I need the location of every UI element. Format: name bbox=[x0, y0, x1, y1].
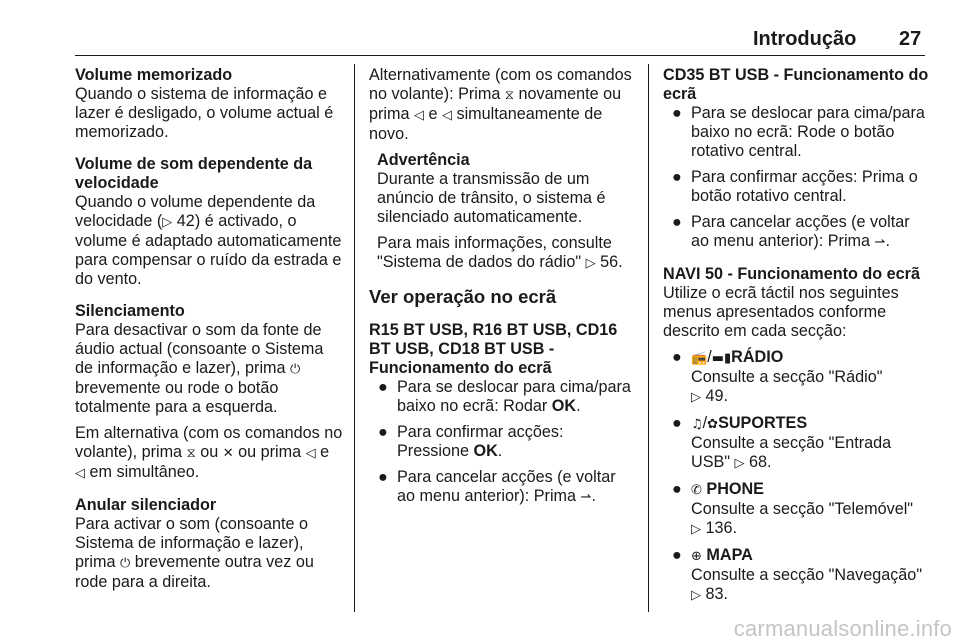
volume-up-icon: ◁ bbox=[413, 108, 424, 123]
section-heading: Volume de som dependente da velocidade bbox=[75, 155, 313, 192]
page-ref-icon: ▷ bbox=[691, 588, 701, 603]
volume-up-icon: ◁ bbox=[305, 446, 316, 461]
paragraph: Quando o sistema de informação e lazer é desligado, o volume actual é memorizado. bbox=[75, 85, 334, 141]
note-text: Durante a transmissão de um anúncio de trânsito, o sistema é silenciado automaticamente. bbox=[377, 170, 606, 226]
list-item: ● Para cancelar acções (e voltar ao menu anterior): Prima ⇀. bbox=[672, 213, 910, 250]
column-divider bbox=[648, 64, 649, 612]
list-item: ● Para se deslocar para cima/para baixo no ecrã: Rodar OK. bbox=[378, 378, 631, 415]
list-item-ref bbox=[663, 585, 931, 605]
list-item-desc: Consulte a secção "Entrada USB" ▷ 68. bbox=[691, 434, 892, 471]
section-heading: Volume memorizado bbox=[75, 66, 233, 84]
list-item: ● ✆ PHONE bbox=[672, 480, 764, 498]
page-ref[interactable]: 68. bbox=[749, 453, 772, 471]
page-ref-icon: ▷ bbox=[691, 390, 701, 405]
page-ref[interactable]: 83. bbox=[705, 585, 729, 603]
sub-heading: CD35 BT USB - Funcionamento do ecrã bbox=[663, 66, 929, 103]
list-item-desc: Consulte a secção "Navegação" bbox=[691, 566, 923, 584]
page-ref-icon: ▷ bbox=[734, 456, 745, 471]
column-divider bbox=[354, 64, 355, 612]
list-item: ● Para se deslocar para cima/para baixo no ecrã: Rode o botão rotativo central. bbox=[672, 104, 925, 160]
list-item-desc: Consulte a secção "Rádio" bbox=[691, 368, 883, 386]
column-1 bbox=[75, 66, 343, 592]
list-item: ● ⊕ MAPA bbox=[672, 546, 753, 564]
paragraph: Para desactivar o som da fonte de áudio actual (consoante o Sistema de informação e lazer), prima ⏻ brevemente ou rode o botão totalmente para a esquerda. bbox=[75, 321, 324, 416]
paragraph: Em alternativa (com os comandos no volante), prima ⧖ ou ✕ ou prima ◁ e ◁ em simultâneo. bbox=[75, 424, 343, 481]
page-header bbox=[0, 28, 960, 58]
mute-icon: ⧖ bbox=[186, 446, 196, 461]
page-ref-icon: ▷ bbox=[691, 522, 701, 537]
note-box bbox=[369, 151, 637, 273]
globe-icon: ⊕ bbox=[691, 549, 702, 564]
note-title: Advertência bbox=[377, 151, 470, 169]
list-item-ref bbox=[663, 387, 931, 407]
mute-icon: ⧖ bbox=[504, 88, 514, 103]
paragraph: Para activar o som (consoante o Sistema de informação e lazer), prima ⏻ brevemente outra vez ou rode para a direita. bbox=[75, 515, 314, 591]
volume-down-icon: ◁ bbox=[441, 108, 452, 123]
page-ref[interactable]: 56. bbox=[600, 253, 623, 271]
power-icon: ⏻ bbox=[290, 362, 301, 377]
list-item: ● Para cancelar acções (e voltar ao menu anterior): Prima ⇀. bbox=[378, 468, 616, 505]
volume-down-icon: ◁ bbox=[75, 466, 85, 481]
radio-icon: 📻 bbox=[691, 351, 708, 366]
watermark-text: carmanualsonline.info bbox=[733, 616, 952, 641]
page-ref[interactable]: 136. bbox=[705, 519, 738, 537]
page-number: 27 bbox=[899, 28, 922, 50]
power-icon: ⏻ bbox=[119, 556, 131, 571]
list-item-desc: Consulte a secção "Telemóvel" bbox=[691, 500, 914, 518]
phone-icon: ✆ bbox=[691, 483, 702, 498]
page-ref[interactable]: 49. bbox=[705, 387, 729, 405]
list-item: ● Para confirmar acções: Pressione OK. bbox=[378, 423, 564, 460]
music-note-icon: ♫ bbox=[691, 417, 703, 432]
list-item: ● Para confirmar acções: Prima o botão rotativo central. bbox=[672, 168, 918, 205]
section-heading: Silenciamento bbox=[75, 302, 185, 320]
back-icon: ⇀ bbox=[874, 235, 886, 250]
media-icon: ✿ bbox=[707, 417, 719, 432]
list-item-ref bbox=[663, 519, 931, 539]
page-ref[interactable]: 42 bbox=[176, 212, 195, 230]
page-title: Introdução bbox=[753, 28, 857, 50]
sub-heading: R15 BT USB, R16 BT USB, CD16 BT USB, CD18 BT USB - Funcionamento do ecrã bbox=[369, 321, 618, 377]
page-ref-icon: ▷ bbox=[162, 215, 173, 230]
list-item: ● ♫/✿SUPORTES bbox=[672, 414, 808, 432]
header-rule bbox=[75, 55, 925, 56]
footer bbox=[0, 612, 960, 642]
note-text: Para mais informações, consulte "Sistema de dados do rádio" ▷ 56. bbox=[377, 234, 623, 271]
radio-bar-icon: ▬▮ bbox=[711, 351, 732, 366]
paragraph: Quando o volume dependente da velocidade (▷ 42) é activado, o volume é adaptado automaticamente para compensar o ruído da estrada e do vento. bbox=[75, 193, 342, 288]
column-2 bbox=[369, 66, 637, 507]
paragraph: Alternativamente (com os comandos no volante): Prima ⧖ novamente ou prima ◁ e ◁ simultaneamente de novo. bbox=[369, 66, 632, 143]
sub-heading: NAVI 50 - Funcionamento do ecrã bbox=[663, 265, 920, 283]
section-title: Ver operação no ecrã bbox=[369, 286, 557, 307]
page-ref-icon: ▷ bbox=[585, 256, 596, 271]
column-3 bbox=[663, 66, 931, 605]
list-item: ● 📻/▬▮RÁDIO bbox=[672, 348, 784, 366]
paragraph: Utilize o ecrã táctil nos seguintes menus apresentados conforme descrito em cada secção: bbox=[663, 284, 899, 340]
back-icon: ⇀ bbox=[580, 490, 592, 505]
mute-cross-icon: ✕ bbox=[222, 446, 234, 461]
section-heading: Anular silenciador bbox=[75, 496, 217, 514]
